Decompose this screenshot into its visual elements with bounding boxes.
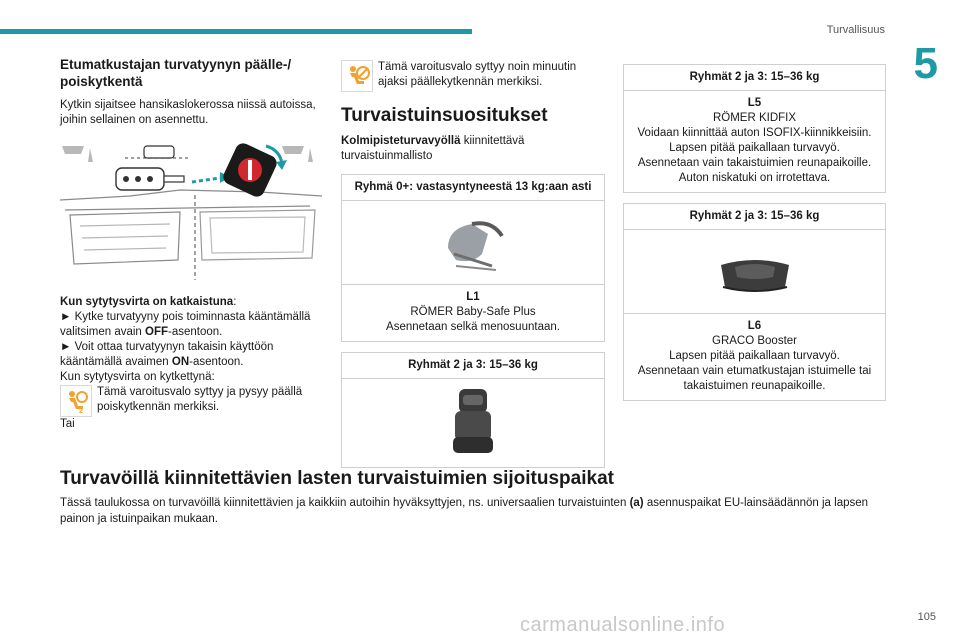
airbag-intro: Kytkin sijaitsee hansikaslokerossa niissä autoissa, joihin sellainen on asennettu.	[60, 99, 316, 126]
booster-seat-icon	[449, 387, 497, 459]
placement-heading: Turvavöillä kiinnitettävien lasten turvaistuimien sijoituspaikat	[60, 468, 614, 489]
recommendations-intro: Kolmipisteturvavyöllä kiinnitettävä turvaistuinmallisto	[341, 135, 525, 162]
instruction-off: ► Kytke turvatyyny pois toiminnasta kääntämällä valitsimen avain OFF-asentoon.	[60, 311, 311, 338]
instruction-on: ► Voit ottaa turvatyynyn takaisin käyttöön kääntämällä avaimen ON-asentoon.	[60, 341, 274, 368]
airbag-switch-icon	[221, 141, 279, 199]
placement-section	[60, 467, 890, 527]
section-title: Turvallisuus	[826, 24, 885, 36]
infant-carrier-icon	[438, 208, 508, 278]
seat-card-l6: Ryhmät 2 ja 3: 15–36 kg L6 GRACO Booster Lapsen pitää paikallaan turvavyö. Asennetaan vain etumatkustajan istuimelle tai takaistuimen reunapaikoille.	[623, 203, 886, 401]
seat-card-l1: Ryhmä 0+: vastasyntyneestä 13 kg:aan asti L1 RÖMER Baby-Safe Plus Asennetaan selkä menosuuntaan.	[341, 174, 605, 342]
key-icon	[116, 146, 184, 190]
warning-row-off: 2 Tämä varoitusvalo syttyy ja pysyy päällä poiskytkennän merkiksi.	[60, 385, 322, 417]
column-recommendations	[341, 60, 605, 478]
header-rule	[0, 29, 472, 34]
column-airbag: Etumatkustajan turvatyynyn päälle-/ poiskytkentä Kytkin sijaitsee hansikaslokerossa niissä autoissa, joihin sellainen on asennettu. Kun sytytysvirta on katkaistuna: ► Kytke turvatyyny pois toiminnasta kääntämällä valitsimen avain OFF-asentoon. ► Voit ottaa turvatyynyn takaisin käyttöön kääntämällä avaimen ON-asentoon. Kun sytytysvirta on kytkettynä: 2 Tämä varoitusvalo syttyy ja pysyy päällä poiskytkennän merkiksi. Tai	[60, 56, 322, 432]
watermark: carmanualsonline.info	[520, 614, 726, 636]
or-label: Tai	[60, 418, 75, 430]
airbag-on-warning-icon	[341, 60, 373, 92]
booster-cushion-icon	[715, 247, 795, 297]
column-seats	[623, 64, 886, 411]
airbag-off-warning-icon	[60, 385, 92, 417]
recommendations-heading: Turvaistuinsuositukset	[341, 105, 548, 126]
airbag-switch-heading: Etumatkustajan turvatyynyn päälle-/ poiskytkentä	[60, 57, 292, 89]
page-number: 105	[917, 611, 936, 623]
ignition-off-label: Kun sytytysvirta on katkaistuna	[60, 296, 234, 308]
svg-text:2: 2	[79, 408, 83, 414]
chapter-number: 5	[913, 39, 938, 88]
seat-icon	[62, 146, 93, 162]
placement-text: Tässä taulukossa on turvavöillä kiinnitettävien ja kaikkiin autoihin hyväksyttyjen, ns. universaalien turvaistuinten (a) asennuspaikat EU-lainsäädännön ja lapsen painon ja istuinpaikan mukaan.	[60, 497, 869, 525]
ignition-on-label: Kun sytytysvirta on kytkettynä:	[60, 371, 215, 383]
airbag-switch-illustration	[60, 140, 322, 280]
seat-card-l5: Ryhmät 2 ja 3: 15–36 kg L5 RÖMER KIDFIX Voidaan kiinnittää auton ISOFIX-kiinnikkeisiin. Lapsen pitää paikallaan turvavyö. Asennetaan vain takaistuimien reunapaikoille. Auton niskatuki on irrotettava.	[623, 64, 886, 193]
seat-card-group23: Ryhmät 2 ja 3: 15–36 kg	[341, 352, 605, 468]
warning-row-on: Tämä varoitusvalo syttyy noin minuutin ajaksi päällekytkennän merkiksi.	[341, 60, 605, 92]
